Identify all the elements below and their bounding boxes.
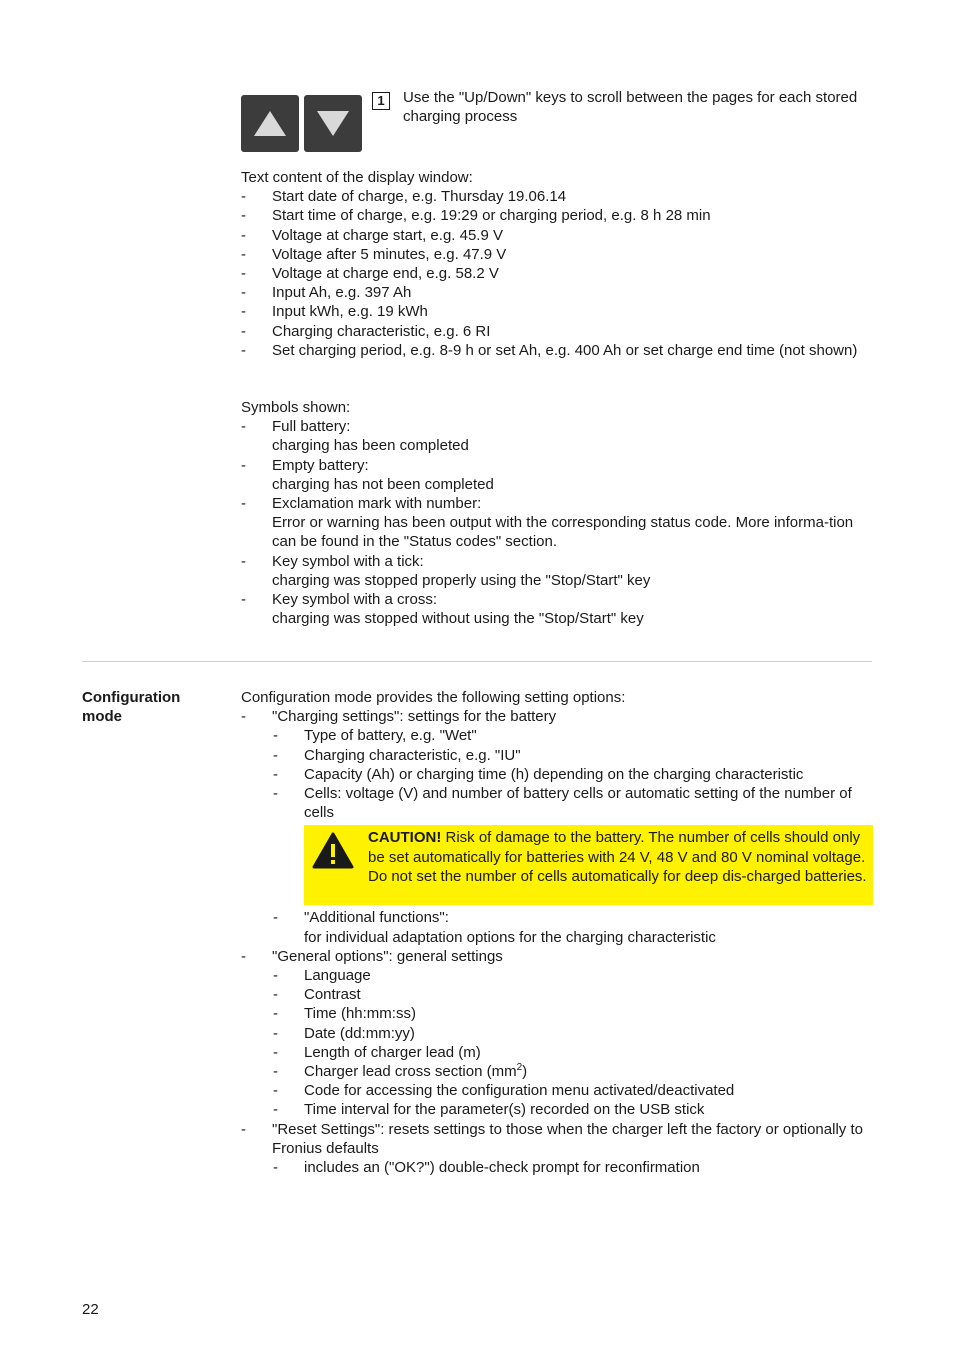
step-number: 1 <box>372 92 390 110</box>
list-item: - Charger lead cross section $(mm^2)$ <box>273 1062 528 1081</box>
list-item: - "Charging settings": settings for the battery <box>241 708 557 726</box>
down-key-icon <box>304 95 362 152</box>
list-item: - "General options": general settings <box>241 947 503 965</box>
list-item: - Contrast <box>273 986 361 1004</box>
list-item: - includes an ("OK?") double-check prompt for reconfirmation <box>273 1159 700 1177</box>
list-item: - Input Ah, e.g. 397 Ah <box>241 284 412 302</box>
list-item: - Voltage at charge end, e.g. 58.2 V <box>241 265 499 283</box>
page-number: 22 <box>82 1301 99 1318</box>
caution-text: Risk of damage to the battery. The number of cells should only be set automatically for batteries with 24 V, 48 V and 80 V nominal voltage. Do not set the number of cells automatically for deep dis-charged batteries. <box>368 829 867 885</box>
list-item: - Capacity (Ah) or charging time (h) depending on the charging characteristic <box>273 765 804 783</box>
list-item: - Start date of charge, e.g. Thursday 19.06.14 <box>241 188 567 206</box>
list-item: - Cells: voltage (V) and number of battery cells or automatic setting of the number of cells <box>273 785 852 822</box>
list-item: - Length of charger lead (m) <box>273 1043 481 1061</box>
list-item: - Key symbol with a tick: charging was stopped properly using the "Stop/Start" key <box>241 552 651 589</box>
list-item: - Date (dd:mm:yy) <box>273 1024 415 1042</box>
list-item: - Full battery: charging has been completed <box>241 418 469 455</box>
list-item: - "Additional functions": for individual adaptation options for the charging characteristic <box>273 909 716 946</box>
warning-triangle-icon <box>311 831 355 871</box>
list-item: - Language <box>273 967 371 985</box>
list-item: - Charging characteristic, e.g. "IU" <box>273 746 521 764</box>
symbols-section <box>241 398 873 628</box>
display-intro: Text content of the display window: <box>241 169 473 186</box>
display-content-section <box>241 168 873 360</box>
list-item: - Code for accessing the configuration menu activated/deactivated <box>273 1082 735 1100</box>
list-item: - Key symbol with a cross: charging was stopped without using the "Stop/Start" key <box>241 591 644 628</box>
symbols-intro: Symbols shown: <box>241 399 351 416</box>
list-item: - Type of battery, e.g. "Wet" <box>273 727 477 745</box>
caution-label: CAUTION! <box>368 829 442 847</box>
list-item: - Voltage at charge start, e.g. 45.9 V <box>241 226 503 244</box>
caution-box <box>304 825 873 905</box>
list-item: - Input kWh, e.g. 19 kWh <box>241 303 428 321</box>
step-text: Use the "Up/Down" keys to scroll between the pages for each stored charging process <box>403 89 858 126</box>
list-item: - Time (hh:mm:ss) <box>273 1005 416 1023</box>
list-item: - "Reset Settings": resets settings to those when the charger left the factory or optionally to Fronius defaults <box>241 1120 863 1157</box>
list-item: - Time interval for the parameter(s) recorded on the USB stick <box>273 1101 705 1119</box>
configuration-section <box>241 688 873 1177</box>
list-item: - Charging characteristic, e.g. 6 RI <box>241 322 491 340</box>
list-item: - Voltage after 5 minutes, e.g. 47.9 V <box>241 245 507 263</box>
config-intro: Configuration mode provides the following setting options: <box>241 689 626 706</box>
list-item: - Exclamation mark with number: Error or warning has been output with the corresponding status code. More informa-tion can be found in the "Status codes" section. <box>241 495 854 551</box>
list-item: - Empty battery: charging has not been completed <box>241 456 494 493</box>
list-item: - Start time of charge, e.g. 19:29 or charging period, e.g. 8 h 28 min <box>241 207 711 225</box>
section-divider <box>82 661 872 662</box>
list-item: - Set charging period, e.g. 8-9 h or set Ah, e.g. 400 Ah or set charge end time (not shown) <box>241 341 858 359</box>
section-heading: Configuration mode <box>82 689 181 726</box>
up-key-icon <box>241 95 299 152</box>
